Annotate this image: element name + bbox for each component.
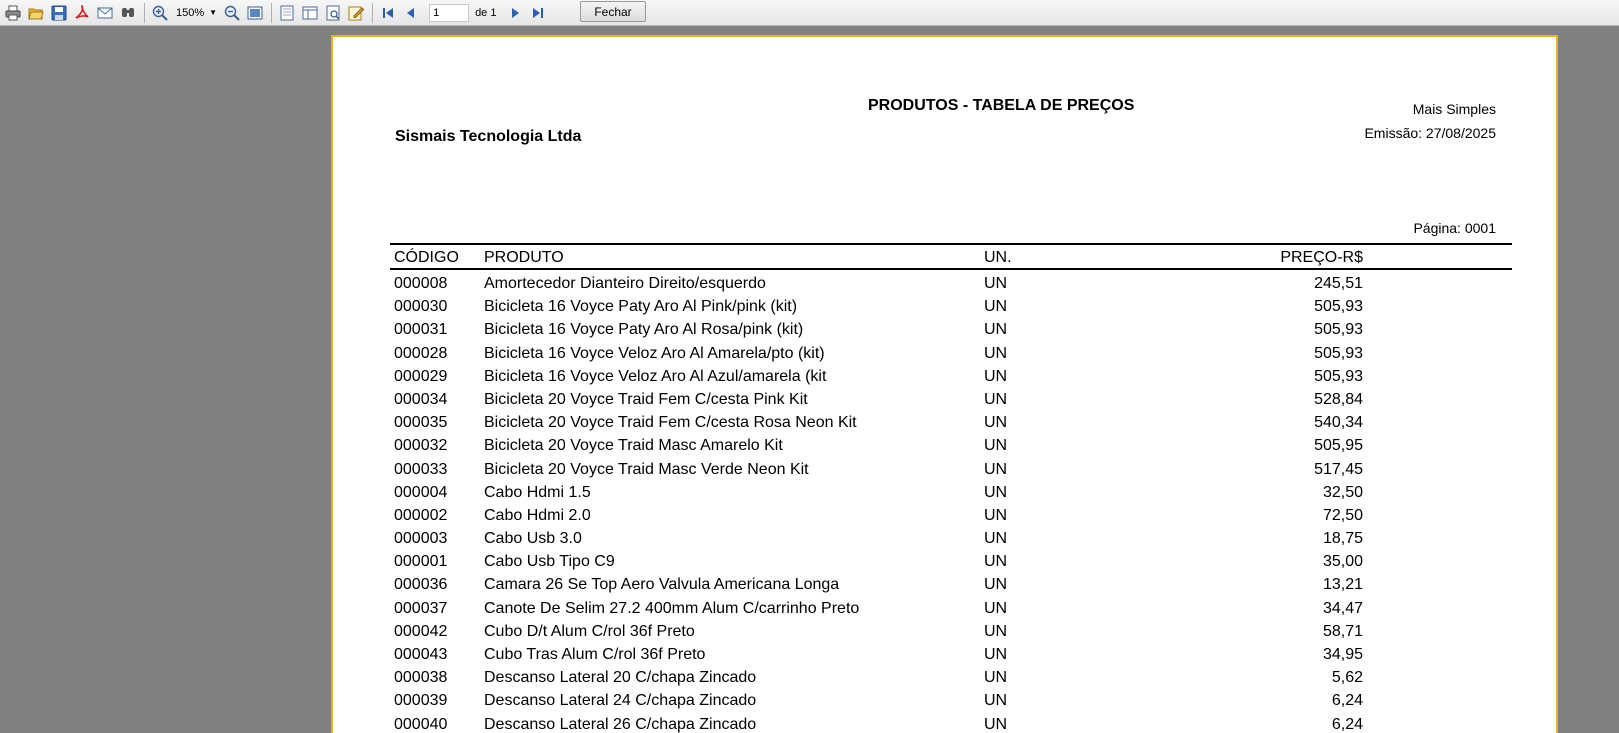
cell-product: Cabo Hdmi 1.5 [484, 483, 591, 501]
fit-page-icon [247, 5, 263, 21]
save-button[interactable] [48, 2, 70, 24]
cell-code: 000001 [394, 553, 448, 571]
price-table [333, 275, 1556, 733]
cell-code: 000034 [394, 390, 448, 408]
find-icon [120, 5, 136, 21]
thumbnails-button[interactable] [322, 2, 344, 24]
edit-icon [348, 5, 364, 21]
zoom-out-button[interactable] [221, 2, 243, 24]
two-pages-icon [302, 5, 318, 21]
cell-code: 000008 [394, 275, 448, 292]
cell-unit: UN [984, 506, 1008, 524]
cell-code: 000040 [394, 715, 448, 733]
cell-unit: UN [984, 530, 1008, 548]
single-page-icon [279, 5, 295, 21]
toolbar-separator [372, 3, 373, 23]
toolbar-separator [144, 3, 145, 23]
table-row [333, 321, 1556, 344]
column-header-product: PRODUTO [484, 249, 564, 266]
cell-product: Bicicleta 20 Voyce Traid Masc Amarelo Kit [484, 437, 783, 455]
cell-price: 540,34 [1314, 414, 1363, 432]
cell-product: Descanso Lateral 20 C/chapa Zincado [484, 669, 757, 687]
column-header-unit: UN. [984, 249, 1012, 266]
last-page-button[interactable] [527, 2, 549, 24]
cell-code: 000029 [394, 367, 448, 385]
cell-price: 505,93 [1314, 298, 1363, 316]
table-row [333, 716, 1556, 733]
cell-code: 000030 [394, 298, 448, 316]
cell-unit: UN [984, 692, 1008, 710]
first-page-icon [380, 5, 396, 21]
table-row [333, 692, 1556, 715]
first-page-button[interactable] [377, 2, 399, 24]
cell-product: Amortecedor Dianteiro Direito/esquerdo [484, 275, 766, 292]
column-header-price: PREÇO-R$ [1280, 249, 1363, 266]
cell-unit: UN [984, 275, 1008, 292]
two-pages-button[interactable] [299, 2, 321, 24]
cell-code: 000003 [394, 530, 448, 548]
table-row [333, 275, 1556, 298]
cell-product: Bicicleta 16 Voyce Veloz Aro Al Azul/amarela (kit [484, 367, 827, 385]
table-row [333, 576, 1556, 599]
close-button[interactable]: Fechar [580, 1, 646, 22]
report-page [331, 35, 1558, 733]
system-name: Mais Simples [1412, 101, 1496, 117]
zoom-value: 150% [176, 6, 205, 19]
header-rule-top [390, 243, 1512, 245]
next-page-button[interactable] [504, 2, 526, 24]
table-row [333, 298, 1556, 321]
table-row [333, 345, 1556, 368]
save-icon [51, 5, 67, 21]
cell-code: 000033 [394, 460, 448, 478]
cell-product: Cubo D/t Alum C/rol 36f Preto [484, 622, 695, 640]
cell-price: 6,24 [1331, 715, 1363, 733]
open-icon [28, 5, 44, 21]
edit-button[interactable] [345, 2, 367, 24]
cell-code: 000043 [394, 646, 448, 663]
cell-price: 517,45 [1314, 460, 1363, 478]
zoom-in-button[interactable] [149, 2, 171, 24]
pdf-icon [74, 5, 90, 21]
cell-unit: UN [984, 414, 1008, 432]
cell-product: Cabo Usb 3.0 [484, 530, 582, 548]
cell-product: Bicicleta 16 Voyce Paty Aro Al Pink/pink (kit) [484, 298, 798, 316]
table-row [333, 646, 1556, 669]
fit-page-button[interactable] [244, 2, 266, 24]
cell-product: Descanso Lateral 24 C/chapa Zincado [484, 692, 757, 710]
cell-code: 000036 [394, 576, 448, 594]
cell-unit: UN [984, 715, 1008, 733]
table-row [333, 507, 1556, 530]
cell-unit: UN [984, 669, 1008, 687]
cell-code: 000035 [394, 414, 448, 432]
cell-unit: UN [984, 390, 1008, 408]
cell-product: Bicicleta 20 Voyce Traid Fem C/cesta Pink Kit [484, 390, 808, 408]
table-row [333, 484, 1556, 507]
zoom-out-icon [224, 5, 240, 21]
zoom-select[interactable] [176, 3, 217, 23]
cell-code: 000031 [394, 321, 448, 339]
cell-unit: UN [984, 437, 1008, 455]
table-row [333, 368, 1556, 391]
page-number-label: Página: 0001 [1413, 220, 1496, 236]
cell-unit: UN [984, 460, 1008, 478]
cell-product: Bicicleta 20 Voyce Traid Fem C/cesta Rosa Neon Kit [484, 414, 857, 432]
zoom-in-icon [152, 5, 168, 21]
table-row [333, 623, 1556, 646]
company-name: Sismais Tecnologia Ltda [395, 128, 582, 145]
chevron-down-icon: ▼ [209, 8, 218, 17]
cell-product: Bicicleta 16 Voyce Veloz Aro Al Amarela/pto (kit) [484, 344, 825, 362]
cell-price: 34,47 [1322, 599, 1363, 617]
cell-code: 000039 [394, 692, 448, 710]
email-button[interactable] [94, 2, 116, 24]
prev-page-icon [403, 5, 419, 21]
column-header-code: CÓDIGO [394, 249, 459, 266]
cell-product: Bicicleta 16 Voyce Paty Aro Al Rosa/pink (kit) [484, 321, 804, 339]
cell-code: 000028 [394, 344, 448, 362]
cell-price: 5,62 [1331, 669, 1363, 687]
cell-product: Cabo Usb Tipo C9 [484, 553, 615, 571]
toolbar-separator [271, 3, 272, 23]
table-row [333, 600, 1556, 623]
report-title: PRODUTOS - TABELA DE PREÇOS [868, 97, 1135, 114]
emission-date: Emissão: 27/08/2025 [1364, 125, 1496, 141]
export-pdf-button[interactable] [71, 2, 93, 24]
prev-page-button[interactable] [400, 2, 422, 24]
cell-price: 528,84 [1314, 390, 1363, 408]
cell-code: 000042 [394, 622, 448, 640]
cell-unit: UN [984, 553, 1008, 571]
cell-unit: UN [984, 646, 1008, 663]
cell-unit: UN [984, 344, 1008, 362]
table-row [333, 530, 1556, 553]
cell-price: 32,50 [1322, 483, 1363, 501]
cell-price: 13,21 [1322, 576, 1363, 594]
cell-code: 000002 [394, 506, 448, 524]
last-page-icon [530, 5, 546, 21]
cell-code: 000032 [394, 437, 448, 455]
table-row [333, 437, 1556, 460]
cell-price: 505,95 [1314, 437, 1363, 455]
table-row [333, 553, 1556, 576]
email-icon [97, 5, 113, 21]
cell-price: 505,93 [1314, 321, 1363, 339]
cell-price: 505,93 [1314, 344, 1363, 362]
cell-code: 000037 [394, 599, 448, 617]
single-page-button[interactable] [276, 2, 298, 24]
print-button[interactable] [2, 2, 24, 24]
cell-unit: UN [984, 367, 1008, 385]
cell-code: 000004 [394, 483, 448, 501]
thumbnails-icon [325, 5, 341, 21]
table-row [333, 669, 1556, 692]
cell-product: Camara 26 Se Top Aero Valvula Americana Longa [484, 576, 840, 594]
cell-price: 34,95 [1322, 646, 1363, 663]
cell-price: 72,50 [1322, 506, 1363, 524]
cell-unit: UN [984, 321, 1008, 339]
cell-unit: UN [984, 483, 1008, 501]
cell-product: Cubo Tras Alum C/rol 36f Preto [484, 646, 706, 663]
cell-unit: UN [984, 599, 1008, 617]
cell-price: 505,93 [1314, 367, 1363, 385]
cell-unit: UN [984, 298, 1008, 316]
cell-product: Canote De Selim 27.2 400mm Alum C/carrinho Preto [484, 599, 860, 617]
table-row [333, 414, 1556, 437]
cell-unit: UN [984, 576, 1008, 594]
open-button[interactable] [25, 2, 47, 24]
page-number-input[interactable] [429, 4, 469, 22]
report-toolbar [0, 0, 1619, 26]
next-page-icon [507, 5, 523, 21]
cell-price: 6,24 [1331, 692, 1363, 710]
cell-code: 000038 [394, 669, 448, 687]
cell-product: Bicicleta 20 Voyce Traid Masc Verde Neon Kit [484, 460, 809, 478]
cell-price: 35,00 [1322, 553, 1363, 571]
find-button[interactable] [117, 2, 139, 24]
cell-price: 245,51 [1314, 275, 1363, 292]
cell-product: Cabo Hdmi 2.0 [484, 506, 591, 524]
print-icon [5, 5, 21, 21]
table-row [333, 461, 1556, 484]
cell-price: 18,75 [1322, 530, 1363, 548]
header-rule-bottom [390, 268, 1512, 270]
table-row [333, 391, 1556, 414]
cell-price: 58,71 [1322, 622, 1363, 640]
cell-unit: UN [984, 622, 1008, 640]
page-count-label: de 1 [475, 6, 497, 19]
cell-product: Descanso Lateral 26 C/chapa Zincado [484, 715, 757, 733]
